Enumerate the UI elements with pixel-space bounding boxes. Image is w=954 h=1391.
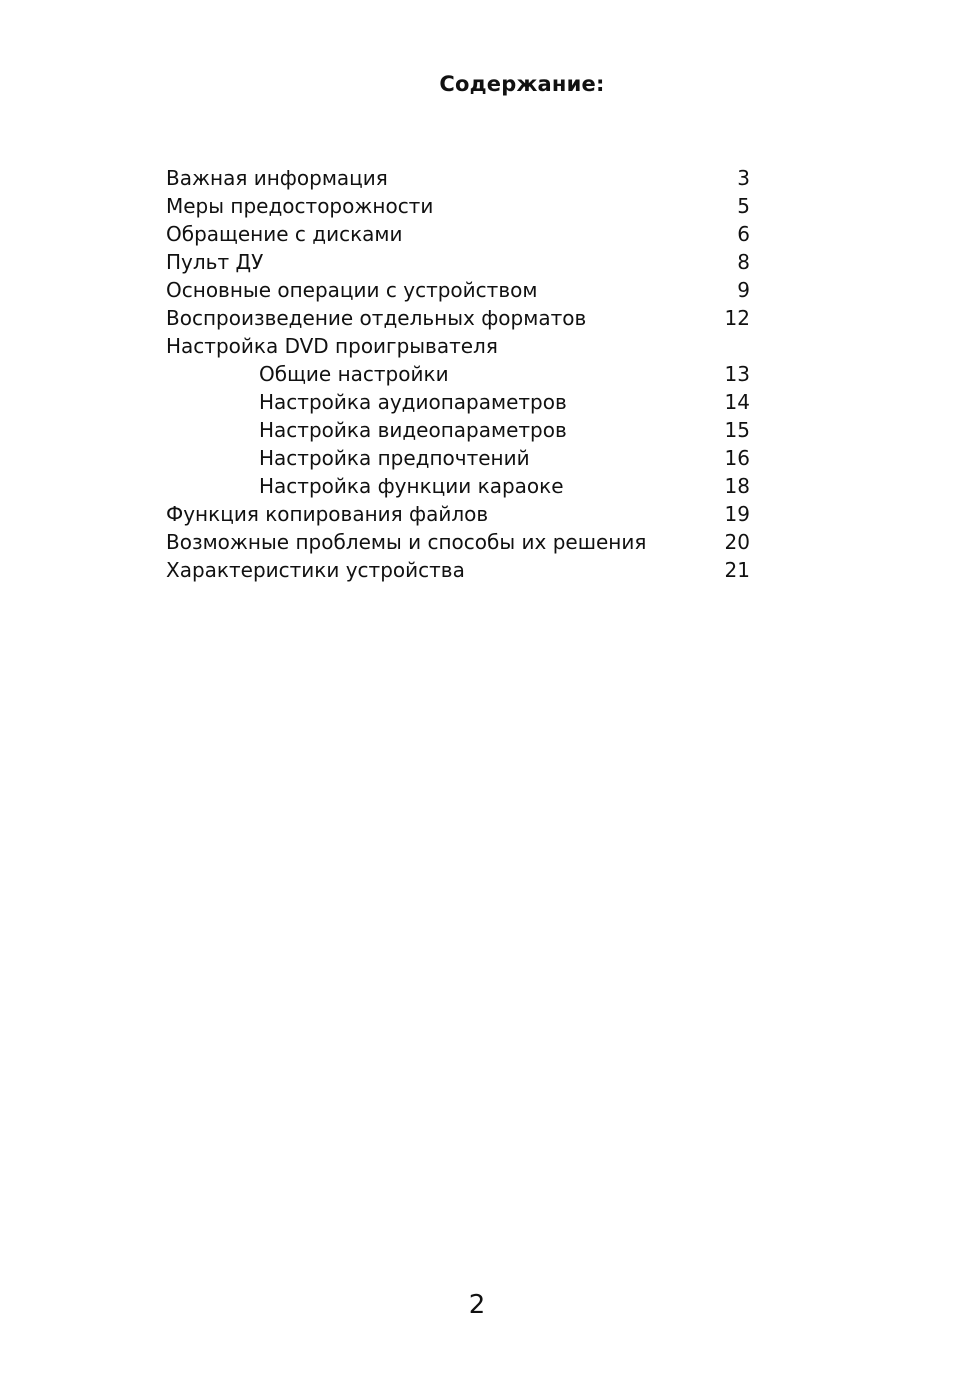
toc-subentry xyxy=(166,444,750,472)
page-title: Содержание: xyxy=(439,72,605,96)
toc-subentry xyxy=(166,416,750,444)
toc-entry xyxy=(166,556,750,584)
toc-entry-label: Настройка видеопараметров xyxy=(259,418,567,442)
toc-entry-label: Общие настройки xyxy=(259,362,449,386)
toc-entry-label: Возможные проблемы и способы их решения xyxy=(166,530,647,554)
toc-entry xyxy=(166,528,750,556)
toc-subentry xyxy=(166,360,750,388)
toc-entry-label: Настройка функции караоке xyxy=(259,474,564,498)
toc-entry xyxy=(166,192,750,220)
toc-entry xyxy=(166,304,750,332)
toc-entry-page: 15 xyxy=(724,418,750,442)
toc-entry-label: Настройка DVD проигрывателя xyxy=(166,334,498,358)
toc-entry-label: Настройка аудиопараметров xyxy=(259,390,567,414)
toc-entry-page: 12 xyxy=(724,306,750,330)
toc-entry-page: 3 xyxy=(737,166,750,190)
toc-section-heading xyxy=(166,332,750,360)
toc-entry-page: 20 xyxy=(724,530,750,554)
toc-entry-page: 21 xyxy=(724,558,750,582)
toc-entry xyxy=(166,276,750,304)
toc-entry-label: Настройка предпочтений xyxy=(259,446,530,470)
toc-entry-page: 6 xyxy=(737,222,750,246)
toc-entry xyxy=(166,164,750,192)
toc-entry-label: Характеристики устройства xyxy=(166,558,465,582)
toc-entry-label: Воспроизведение отдельных форматов xyxy=(166,306,587,330)
toc-entry-label: Меры предосторожности xyxy=(166,194,434,218)
toc-entry-page: 19 xyxy=(724,502,750,526)
toc-entry-page: 14 xyxy=(724,390,750,414)
toc-entry-page: 13 xyxy=(724,362,750,386)
toc-entry xyxy=(166,500,750,528)
toc-entry-page: 18 xyxy=(724,474,750,498)
toc-entry-page: 8 xyxy=(737,250,750,274)
toc-entry-label: Обращение с дисками xyxy=(166,222,403,246)
toc-entry xyxy=(166,248,750,276)
toc-subentry xyxy=(166,388,750,416)
toc-entry xyxy=(166,220,750,248)
toc-entry-label: Пульт ДУ xyxy=(166,250,264,274)
toc-entry-page: 5 xyxy=(737,194,750,218)
toc-subentry xyxy=(166,472,750,500)
toc-entry-page: 9 xyxy=(737,278,750,302)
toc-entry-label: Основные операции с устройством xyxy=(166,278,538,302)
toc-entry-label: Важная информация xyxy=(166,166,388,190)
table-of-contents xyxy=(166,164,750,584)
toc-entry-label: Функция копирования файлов xyxy=(166,502,489,526)
toc-entry-page: 16 xyxy=(724,446,750,470)
page-number: 2 xyxy=(468,1290,486,1320)
